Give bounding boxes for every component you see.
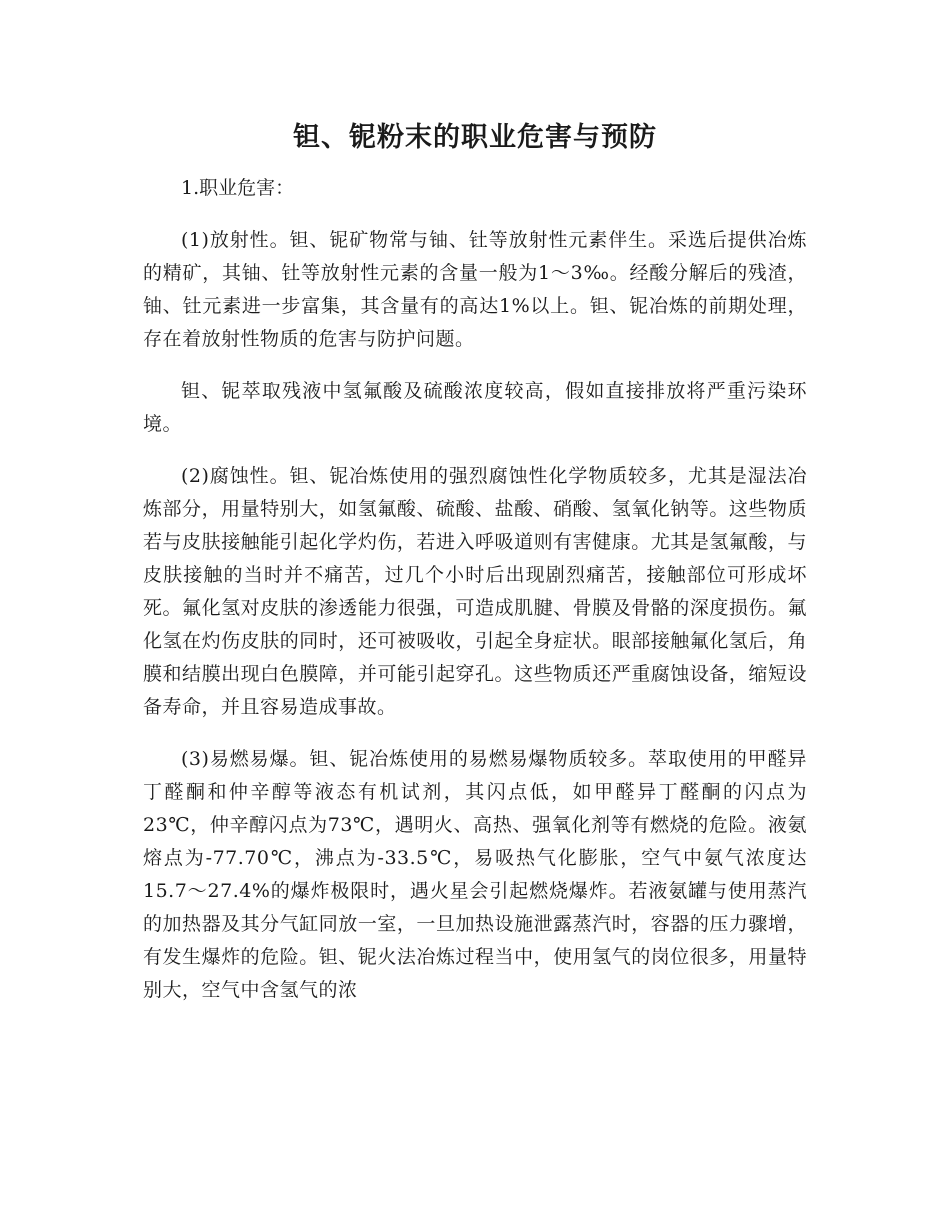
paragraph-extraction-residue: 钽、铌萃取残液中氢氟酸及硫酸浓度较高，假如直接排放将严重污染环境。 — [143, 380, 807, 435]
document-page — [143, 105, 807, 1026]
document-title: 钽、铌粉末的职业危害与预防 — [293, 122, 657, 153]
paragraph-corrosiveness: (2)腐蚀性。钽、铌冶炼使用的强烈腐蚀性化学物质较多，尤其是湿法冶炼部分，用量特别大，如氢氟酸、硫酸、盐酸、硝酸、氢氧化钠等。这些物质若与皮肤接触能引起化学灼伤，若进入呼吸道则有害健康。尤其是氢氟酸，与皮肤接触的当时并不痛苦，过几个小时后出现剧烈痛苦，接触部位可形成坏死。氟化氢对皮肤的渗透能力很强，可造成肌腱、骨膜及骨骼的深度损伤。氟化氢在灼伤皮肤的同时，还可被吸收，引起全身症状。眼部接触氟化氢后，角膜和结膜出现白色膜障，并可能引起穿孔。这些物质还严重腐蚀设备，缩短设备寿命，并且容易造成事故。 — [143, 465, 807, 718]
paragraph-radioactivity: (1)放射性。钽、铌矿物常与铀、钍等放射性元素伴生。采选后提供冶炼的精矿，其铀、钍等放射性元素的含量一般为1～3‰。经酸分解后的残渣，铀、钍元素进一步富集，其含量有的高达1%以上。钽、铌冶炼的前期处理，存在着放射性物质的危害与防护问题。 — [143, 229, 807, 350]
section-heading: 1.职业危害： — [181, 177, 295, 199]
paragraph-flammability: (3)易燃易爆。钽、铌冶炼使用的易燃易爆物质较多。萃取使用的甲醛异丁醛酮和仲辛醇等液态有机试剂，其闪点低，如甲醛异丁醛酮的闪点为23℃，仲辛醇闪点为73℃，遇明火、高热、强氧化剂等有燃烧的危险。液氨熔点为-77.70℃，沸点为-33.5℃，易吸热气化膨胀，空气中氨气浓度达15.7～27.4%的爆炸极限时，遇火星会引起燃烧爆炸。若液氨罐与使用蒸汽的加热器及其分气缸同放一室，一旦加热设施泄露蒸汽时，容器的压力骤增，有发生爆炸的危险。钽、铌火法冶炼过程当中，使用氢气的岗位很多，用量特别大，空气中含氢气的浓 — [143, 748, 807, 1001]
